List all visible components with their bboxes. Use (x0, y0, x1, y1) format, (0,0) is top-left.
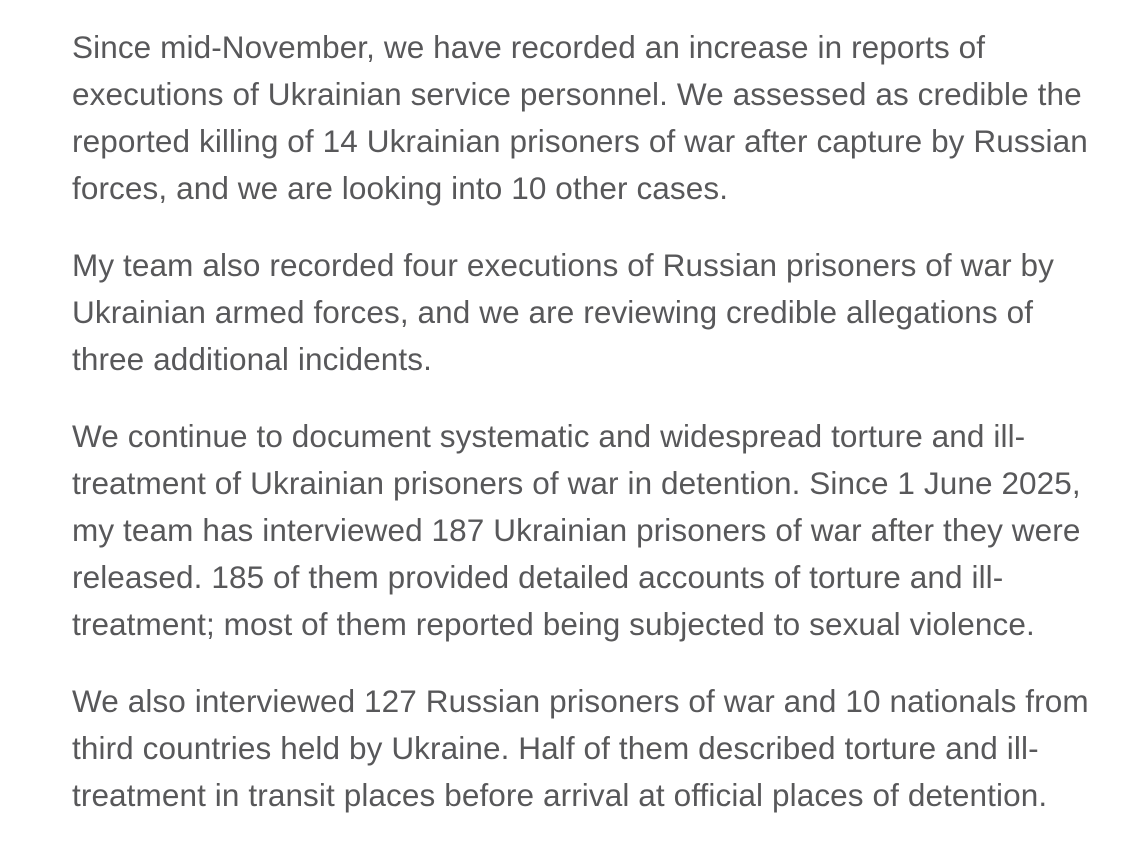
paragraph-executions-ukrainian-pows: Since mid-November, we have recorded an increase in reports of executions of Ukrainian service personnel. We assessed as credible the reported killing of 14 Ukrainian prisoners of war after capture by Russian forces, and we are looking into 10 other cases. (72, 29, 1088, 206)
paragraph-executions-russian-pows: My team also recorded four executions of Russian prisoners of war by Ukrainian armed forces, and we are reviewing credible allegations of three additional incidents. (72, 247, 1054, 377)
paragraph-torture-ukrainian-pows: We continue to document systematic and widespread torture and ill-treatment of Ukrainian prisoners of war in detention. Since 1 June 2025, my team has interviewed 187 Ukrainian prisoners of war after they were released. 185 of them provided detailed accounts of torture and ill-treatment; most of them reported being subjected to sexual violence. (72, 418, 1081, 642)
paragraph-torture-russian-pows: We also interviewed 127 Russian prisoners of war and 10 nationals from third countries held by Ukraine. Half of them described torture and ill-treatment in transit places before arrival at official places of detention. (72, 683, 1089, 813)
